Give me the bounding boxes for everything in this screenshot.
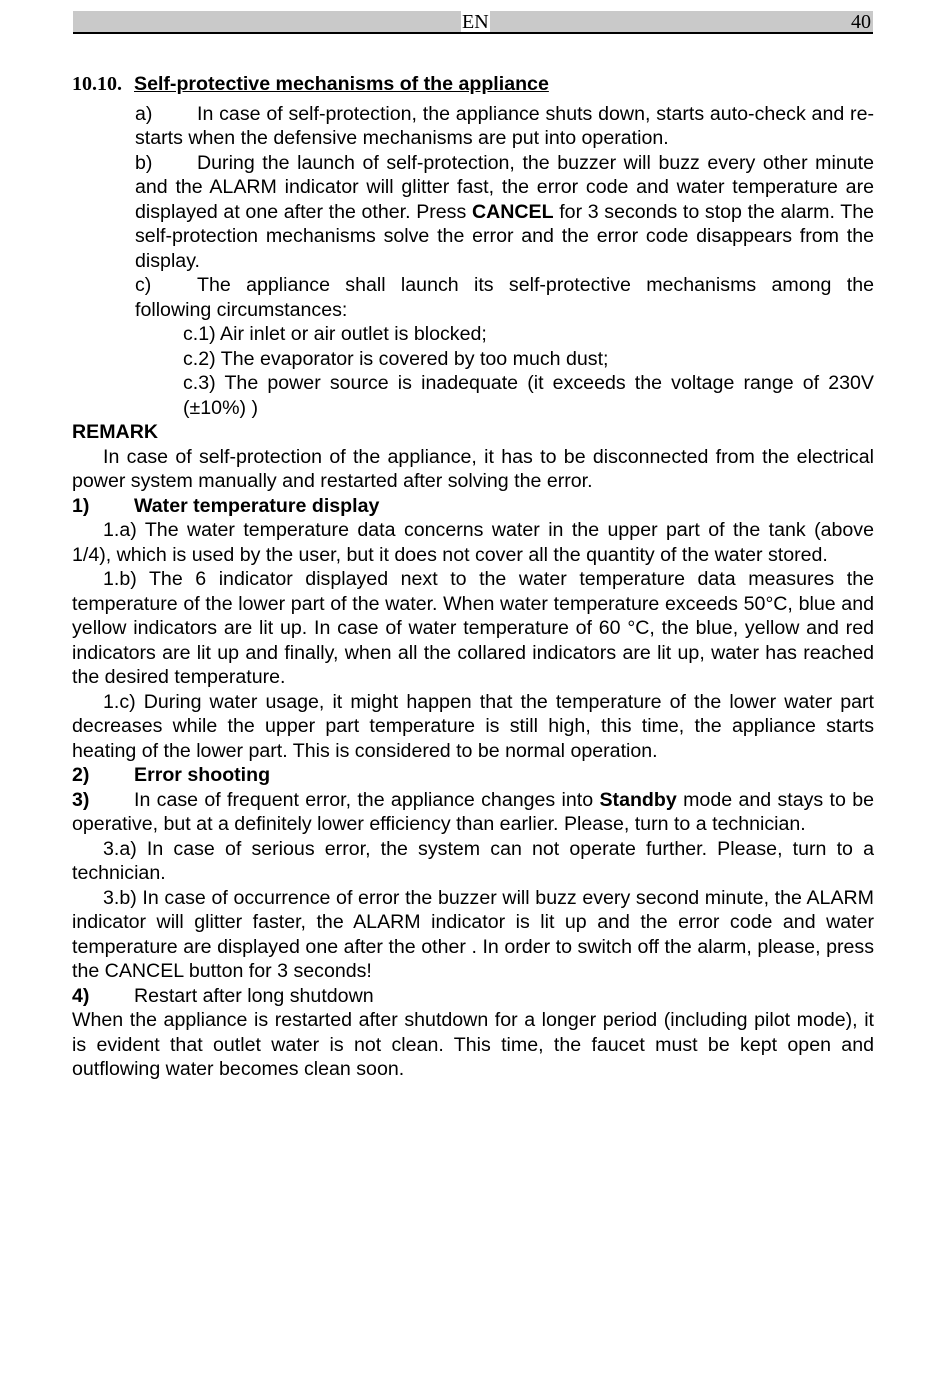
section-title: Self-protective mechanisms of the appliance xyxy=(134,73,549,95)
page-number: 40 xyxy=(851,11,871,33)
item-b-text-1: During the launch of self-protection, the buzzer will buzz every other minute and the ALARM indicator will glitter fast, the error code and water temperature are displayed at one after the other. Press xyxy=(135,151,874,223)
section-number: 10.10. xyxy=(72,73,122,95)
standby-keyword: Standby xyxy=(599,788,677,811)
remark-text: In case of self-protection of the appliance, it has to be disconnected from the electrical power system manually and restarted after solving the error. xyxy=(72,445,874,492)
s4-title: Restart after long shutdown xyxy=(134,984,374,1007)
s4-heading xyxy=(72,984,874,1009)
s4-number: 4) xyxy=(72,984,90,1007)
item-b xyxy=(72,151,874,274)
item-a-text: In case of self-protection, the appliance shuts down, starts auto-check and re-starts when the defensive mechanisms are put into operation. xyxy=(135,102,874,149)
item-c3: c.3) The power source is inadequate (it exceeds the voltage range of 230V (±10%) ) xyxy=(183,372,874,419)
s3-number: 3) xyxy=(72,788,90,811)
s1-heading xyxy=(72,494,874,519)
item-a xyxy=(72,102,874,151)
s4-text: When the appliance is restarted after shutdown for a longer period (including pilot mode), it is evident that outlet water is not clean. This time, the faucet must be kept open and outflowing water becomes clean soon. xyxy=(72,1009,874,1080)
s3-text-2: mode and stays to be operative, but at a definitely lower efficiency than earlier. Please, turn to a technician. xyxy=(72,788,874,835)
s2-heading xyxy=(72,763,874,788)
header-language: EN xyxy=(462,11,489,33)
item-c2: c.2) The evaporator is covered by too much dust; xyxy=(183,347,609,370)
item-b-label: b) xyxy=(135,151,153,174)
s1-c: 1.c) During water usage, it might happen that the temperature of the lower water part decreases while the upper part temperature is still high, this time, the appliance starts heating of the lower part. This is considered to be normal operation. xyxy=(72,690,874,762)
s1-title: Water temperature display xyxy=(134,494,380,517)
s2-number: 2) xyxy=(72,764,90,786)
item-c-label: c) xyxy=(135,274,152,296)
item-a-label: a) xyxy=(135,102,153,125)
item-c1: c.1) Air inlet or air outlet is blocked; xyxy=(183,323,487,345)
s3-paragraph xyxy=(72,788,874,837)
s3-b: 3.b) In case of occurrence of error the buzzer will buzz every second minute, the ALARM indicator will glitter faster, the ALARM indicator is lit up and the error code and water temperature are displayed one after the other . In order to switch off the alarm, please, press the CANCEL button for 3 seconds! xyxy=(72,886,874,982)
s1-b: 1.b) The 6 indicator displayed next to the water temperature data measures the temperature of the lower part of the water. When water temperature exceeds 50°C, blue and yellow indicators are lit up. In case of water temperature of 60 °C, the blue, yellow and red indicators are lit up and finally, when all the collared indicators are lit up, water has reached the desired temperature. xyxy=(72,568,874,688)
item-c xyxy=(72,273,874,322)
item-b-text-2: for 3 seconds to stop the alarm. The self-protection mechanisms solve the error and the error code disappears from the display. xyxy=(135,200,874,272)
s3-a: 3.a) In case of serious error, the system can not operate further. Please, turn to a technician. xyxy=(72,837,874,884)
remark-title: REMARK xyxy=(72,421,158,443)
section-heading xyxy=(72,72,874,97)
s2-title: Error shooting xyxy=(134,764,271,786)
s3-text-1: In case of frequent error, the appliance changes into xyxy=(134,788,600,811)
cancel-keyword: CANCEL xyxy=(471,200,554,223)
document-body xyxy=(72,72,874,1082)
s1-number: 1) xyxy=(72,494,90,517)
s1-a: 1.a) The water temperature data concerns water in the upper part of the tank (above 1/4), which is used by the user, but it does not cover all the quantity of the water stored. xyxy=(72,519,874,566)
item-c-text: The appliance shall launch its self-protective mechanisms among the following circumstances: xyxy=(135,274,874,321)
